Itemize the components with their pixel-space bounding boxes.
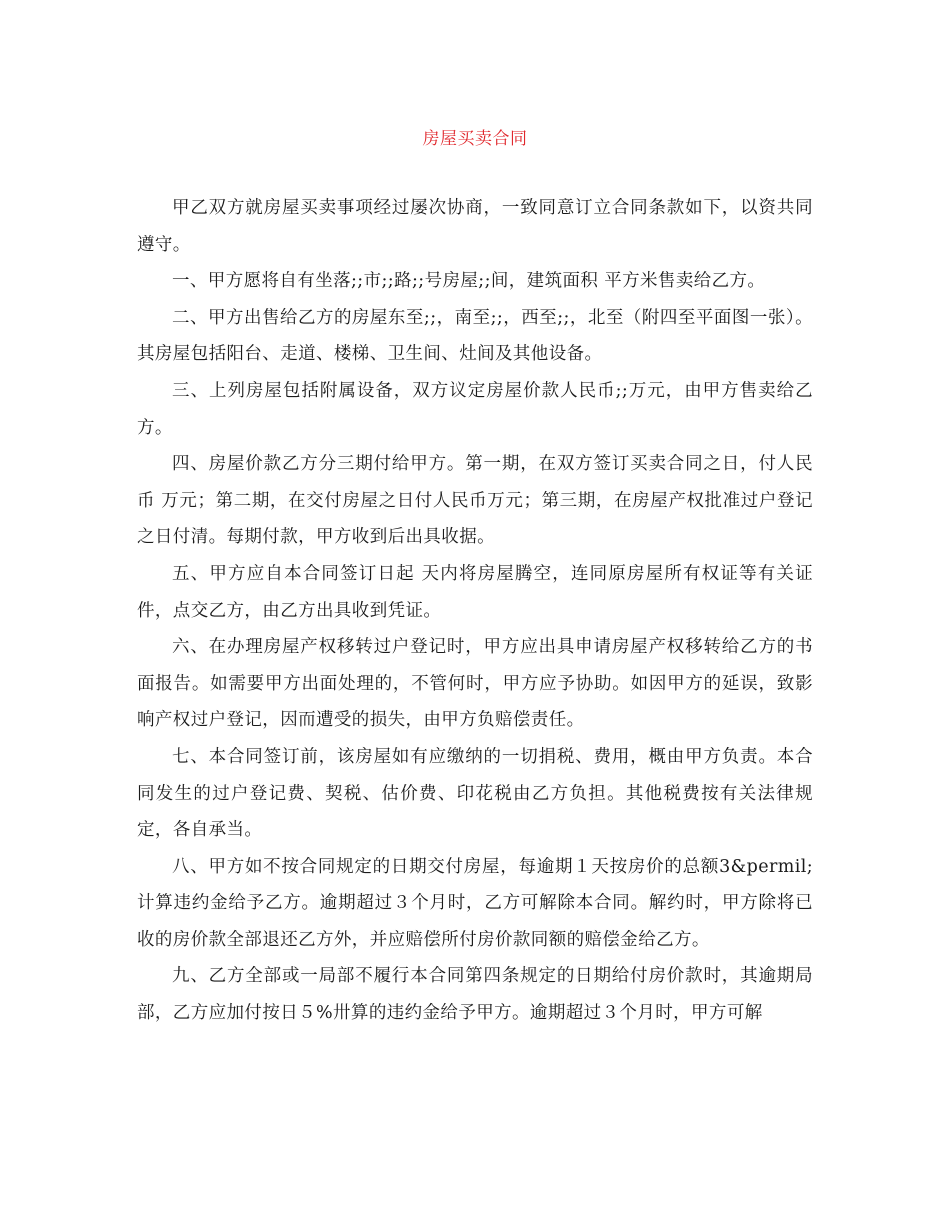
paragraph-clause-7: 七、本合同签订前，该房屋如有应缴纳的一切捐税、费用，概由甲方负责。本合同发生的过户登记费、契税、估价费、印花税由乙方负担。其他税费按有关法律规定，各自承当。 (137, 746, 813, 841)
document-title: 房屋买卖合同 (422, 129, 528, 149)
paragraph-clause-8: 八、甲方如不按合同规定的日期交付房屋，每逾期１天按房价的总额3&permil;计算违约金给予乙方。逾期超过３个月时，乙方可解除本合同。解约时，甲方除将已收的房价款全部退还乙方外，并应赔偿所付房价款同额的赔偿金给乙方。 (137, 856, 813, 950)
paragraph-clause-5: 五、甲方应自本合同签订日起 天内将房屋腾空，连同原房屋所有权证等有关证件，点交乙方，由乙方出具收到凭证。 (137, 563, 813, 621)
paragraph-clause-2: 二、甲方出售给乙方的房屋东至;;，南至;;，西至;;，北至（附四至平面图一张）。其房屋包括阳台、走道、楼梯、卫生间、灶间及其他设备。 (137, 307, 813, 365)
paragraph-clause-9: 九、乙方全部或一局部不履行本合同第四条规定的日期给付房价款时，其逾期局部，乙方应加付按日５%卅算的违约金给予甲方。逾期超过３个月时，甲方可解 (137, 966, 813, 1024)
paragraph-clause-4: 四、房屋价款乙方分三期付给甲方。第一期，在双方签订买卖合同之日，付人民币 万元；第二期，在交付房屋之日付人民币万元；第三期，在房屋产权批准过户登记之日付清。每期付款，甲方收到后出具收据。 (137, 454, 813, 548)
document-body (137, 190, 813, 1032)
paragraph-clause-1: 一、甲方愿将自有坐落;;市;;路;;号房屋;;间，建筑面积 平方米售卖给乙方。 (172, 271, 766, 292)
paragraph-preamble: 甲乙双方就房屋买卖事项经过屡次协商，一致同意订立合同条款如下，以资共同遵守。 (137, 198, 813, 255)
paragraph-clause-3: 三、上列房屋包括附属设备，双方议定房屋价款人民币;;万元，由甲方售卖给乙方。 (137, 380, 813, 438)
paragraph-clause-6: 六、在办理房屋产权移转过户登记时，甲方应出具申请房屋产权移转给乙方的书面报告。如需要甲方出面处理的，不管何时，甲方应予协助。如因甲方的延误，致影响产权过户登记，因而遭受的损失，由甲方负赔偿责任。 (137, 637, 813, 731)
